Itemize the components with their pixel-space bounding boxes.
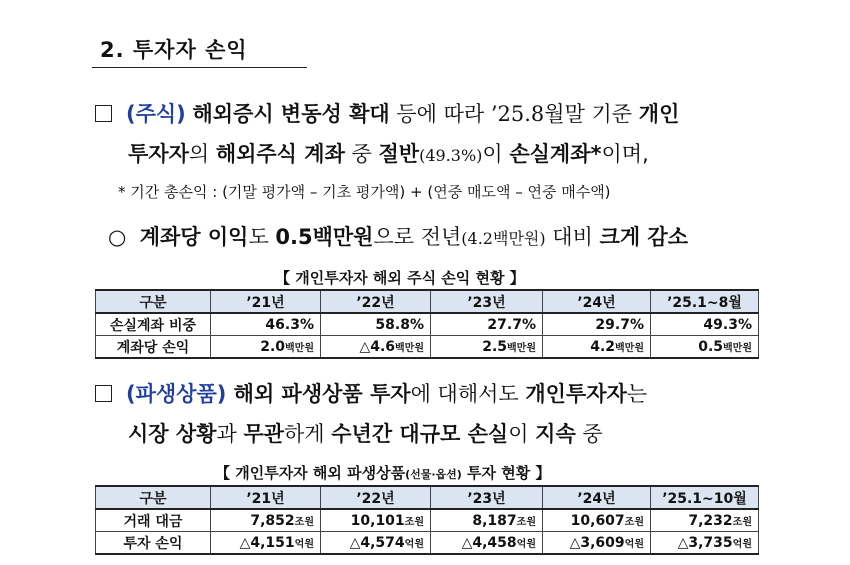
table-cell <box>651 532 759 555</box>
table1 <box>95 289 759 359</box>
column-header: ’25.1~10월 <box>651 486 759 509</box>
para2-text: 이 <box>508 422 536 446</box>
para1-line1 <box>95 98 679 128</box>
table-cell <box>431 532 543 555</box>
column-header: ’21년 <box>211 486 321 509</box>
para2-text: 과 <box>216 422 244 446</box>
para2-text: 무관 <box>243 422 285 446</box>
table-cell <box>211 532 321 555</box>
para2-line1 <box>95 378 647 408</box>
cell-value: 8,187 <box>472 512 517 529</box>
row-label: 계좌당 손익 <box>96 336 211 359</box>
column-header: ’23년 <box>431 290 543 313</box>
para2-text: 지속 <box>535 422 576 446</box>
table-row <box>96 313 759 336</box>
cell-value: 0.5 <box>698 338 724 355</box>
table-row <box>96 532 759 555</box>
cell-unit: 백만원 <box>507 342 536 354</box>
cell-unit: 억원 <box>624 538 644 550</box>
sub1-text: (4.2백만원) <box>461 229 546 248</box>
para2-text: 중 <box>575 422 603 446</box>
table-cell <box>321 336 431 359</box>
cell-value: △4,574 <box>349 534 405 551</box>
table-cell <box>321 313 431 336</box>
table1-caption: 【 개인투자자 해외 주식 손익 현황 】 <box>275 269 525 287</box>
para1-text: 해외주식 계좌 <box>215 142 345 166</box>
para2-text: 에 대해서도 <box>410 382 526 406</box>
para1-text: ’25.8월말 기준 <box>490 102 639 126</box>
para1-line2 <box>128 138 649 168</box>
sub1-text: 도 <box>248 225 276 249</box>
table-cell <box>651 509 759 532</box>
table-row <box>96 509 759 532</box>
table-cell <box>211 313 321 336</box>
cell-unit: 조원 <box>732 516 752 528</box>
cell-value: 49.3% <box>703 316 752 333</box>
cell-unit: 백만원 <box>615 342 644 354</box>
cell-value: 7,232 <box>688 512 733 529</box>
para1-tag: (주식) <box>126 102 186 126</box>
square-bullet-icon <box>95 385 112 402</box>
table-header-row <box>96 290 759 313</box>
para1-text: 등에 따라 <box>389 102 491 126</box>
cell-value: 4.2 <box>590 338 616 355</box>
para1-text: 이며, <box>601 142 649 166</box>
para1-text: 중 <box>344 142 379 166</box>
column-header: ’25.1~8월 <box>651 290 759 313</box>
sub1-text: 0.5백만원 <box>275 225 374 249</box>
table2 <box>95 485 759 555</box>
column-header: ’22년 <box>321 290 431 313</box>
footnote: * 기간 총손익 : (기말 평가액 – 기초 평가액) + (연중 매도액 – 연중 매수액) <box>118 183 611 201</box>
sub1-line <box>108 221 688 251</box>
para1-text: 절반 <box>378 142 420 166</box>
table-cell <box>651 336 759 359</box>
circle-bullet-icon: ○ <box>108 225 127 249</box>
para1-text: 개인 <box>638 102 680 126</box>
cell-value: 46.3% <box>265 316 314 333</box>
cell-unit: 백만원 <box>395 342 424 354</box>
para2-text: 개인투자자 <box>525 382 627 406</box>
cell-value: △4,458 <box>461 534 517 551</box>
para1-text: 해외증시 변동성 확대 <box>192 102 390 126</box>
table-cell <box>321 532 431 555</box>
cell-value: △3,609 <box>569 534 625 551</box>
cell-value: 7,852 <box>250 512 295 529</box>
cell-value: 10,607 <box>570 512 625 529</box>
para2-text: 해외 파생상품 투자 <box>226 382 411 406</box>
table-cell <box>651 313 759 336</box>
cell-unit: 억원 <box>732 538 752 550</box>
table-cell <box>543 532 651 555</box>
cell-value: △4.6 <box>359 338 396 355</box>
column-header: ’21년 <box>211 290 321 313</box>
column-header: ’24년 <box>543 486 651 509</box>
para1-text: (49.3%) <box>419 146 483 165</box>
row-label: 거래 대금 <box>96 509 211 532</box>
table-cell <box>321 509 431 532</box>
row-label: 투자 손익 <box>96 532 211 555</box>
column-header: 구분 <box>96 486 211 509</box>
sub1-text: 크게 감소 <box>599 225 689 249</box>
para2-text: 시장 상황 <box>128 422 217 446</box>
cell-unit: 억원 <box>516 538 536 550</box>
cell-value: 2.0 <box>260 338 286 355</box>
table-cell <box>431 509 543 532</box>
table2-caption <box>215 462 550 483</box>
cell-value: △3,735 <box>677 534 733 551</box>
cell-unit: 조원 <box>624 516 644 528</box>
cell-value: 27.7% <box>487 316 536 333</box>
cell-unit: 조원 <box>404 516 424 528</box>
table-row <box>96 336 759 359</box>
cell-unit: 조원 <box>516 516 536 528</box>
sub1-text: 으로 전년 <box>373 225 462 249</box>
table-cell <box>543 336 651 359</box>
table-cell <box>431 336 543 359</box>
cell-unit: 억원 <box>294 538 314 550</box>
table2-caption-text: 투자 현황 】 <box>461 464 551 482</box>
para2-line2 <box>128 418 603 448</box>
section-title: 2. 투자자 손익 <box>100 38 248 62</box>
row-label: 손실계좌 비중 <box>96 313 211 336</box>
column-header: ’22년 <box>321 486 431 509</box>
table2-caption-text: 【 개인투자자 해외 파생상품 <box>215 464 406 482</box>
column-header: ’24년 <box>543 290 651 313</box>
table-cell <box>431 313 543 336</box>
section-title-box <box>92 28 307 68</box>
table-cell <box>543 313 651 336</box>
square-bullet-icon <box>95 105 112 122</box>
para1-text: 손실계좌* <box>509 142 602 166</box>
column-header: ’23년 <box>431 486 543 509</box>
column-header: 구분 <box>96 290 211 313</box>
para2-text: 하게 <box>284 422 332 446</box>
table-cell <box>211 336 321 359</box>
cell-value: 29.7% <box>595 316 644 333</box>
cell-value: 58.8% <box>375 316 424 333</box>
para2-text: 수년간 대규모 손실 <box>331 422 509 446</box>
para1-text: 투자자 <box>128 142 189 166</box>
para1-text: 이 <box>482 142 510 166</box>
cell-value: 2.5 <box>482 338 508 355</box>
cell-value: 10,101 <box>350 512 405 529</box>
sub1-text: 계좌당 이익 <box>139 225 249 249</box>
cell-value: △4,151 <box>239 534 295 551</box>
table-header-row <box>96 486 759 509</box>
table-cell <box>543 509 651 532</box>
sub1-text: 대비 <box>545 225 600 249</box>
table-cell <box>211 509 321 532</box>
para1-text: 의 <box>188 142 216 166</box>
cell-unit: 백만원 <box>285 342 314 354</box>
cell-unit: 억원 <box>404 538 424 550</box>
cell-unit: 백만원 <box>723 342 752 354</box>
cell-unit: 조원 <box>294 516 314 528</box>
para2-text: 는 <box>626 382 648 406</box>
table2-caption-text: (선물·옵션) <box>405 468 462 481</box>
para2-tag: (파생상품) <box>126 382 227 406</box>
